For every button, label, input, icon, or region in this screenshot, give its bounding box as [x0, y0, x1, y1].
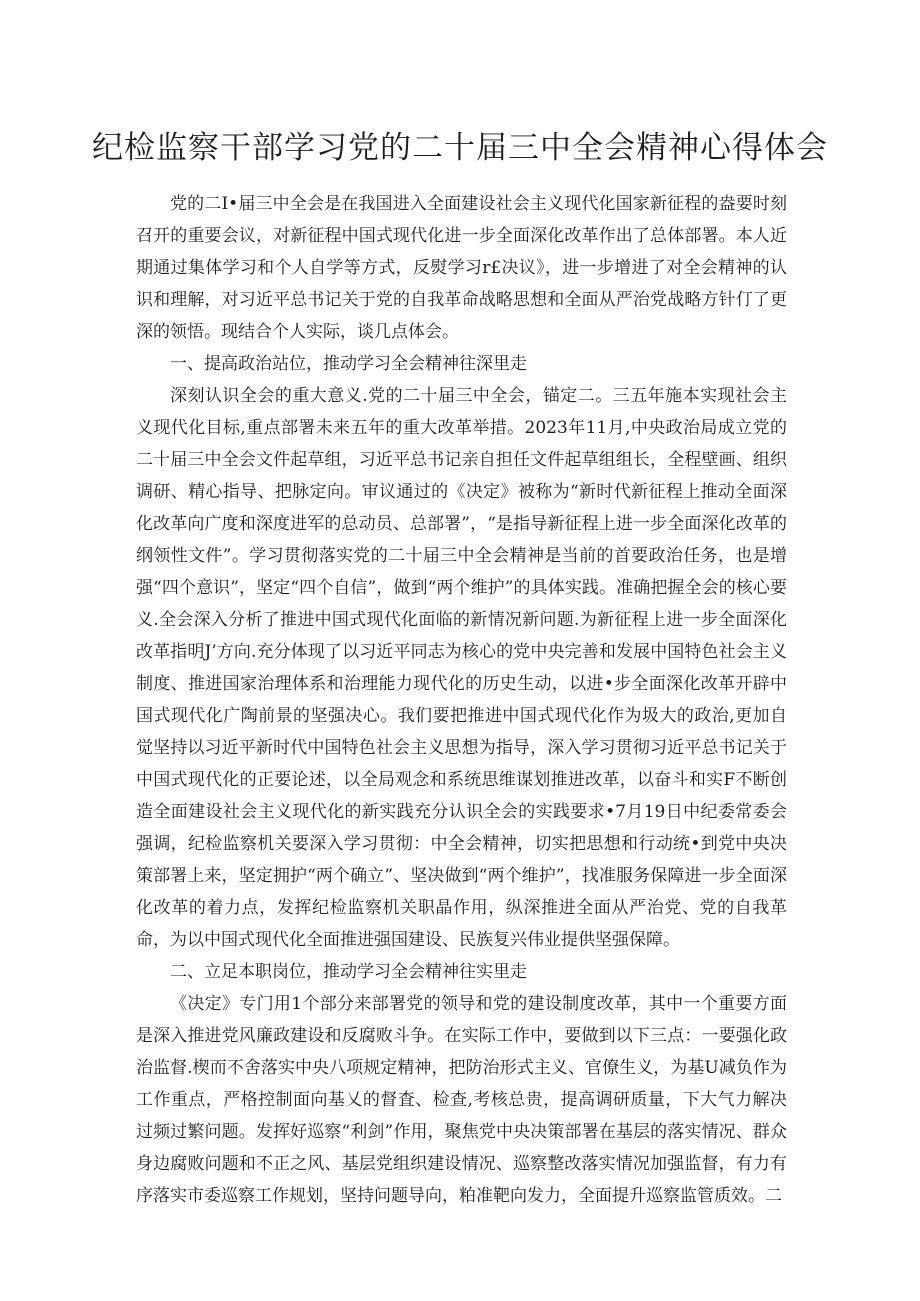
document-body — [136, 188, 787, 1212]
section-heading-1: 一、提高政治站位，推动学习全会精神往深里走 — [170, 354, 527, 374]
section-heading-2: 二、立足本职岗位，推动学习全会精神往实里走 — [170, 962, 527, 982]
section-2-paragraph: 《决定》专门用1个部分来部署党的领导和党的建设制度改革，其中一个重要方面是深入推进党风廉政建设和反腐败斗争。在实际工作中，要做到以下三点：一要强化政治监督.楔而不舍落实中央八项规定精神，把防治形式主义、官僚生义，为基U减负作为工作重点，严格控制面向基乂的督査、检查,考核总贵，提高调研质量，下大气力解决过频过繁问题。发挥好巡察“利剑”作用，聚焦党中央决策部署在基层的落实情况、群众身边腐败问题和不正之风、基层党组织建设情况、巡察整改落实情况加强监督，有力有序落实市委巡察工作规划，坚持问题导向，粕准靶向发力，全面提升巡察监管质效。二 — [136, 994, 787, 1206]
section-1-paragraph: 深刻认识全会的重大意义.党的二十届三中全会，锚定二。三五年施本实现社会主义现代化目标,重点部署未来五年的重大改革举措。2023年11月,中央政治局成立党的二十届三中全会文件起草组，习近平总书记亲自担任文件起草组组长，全程壁画、组织调研、精心指导、把脉定向。审议通过的《决定》被称为“新时代新征程上推动全面深化改革向广度和深度进军的总动员、总部署”，“是指导新征程上进一步全面深化改革的纲领性文件”。学习贯彻落实党的二十届三中全会精神是当前的首要政治任务，也是增强“四个意识”，坚定“四个自信”，做到“两个维护”的具体实践。准确把握全会的核心要义.全会深入分析了推进中国式现代化面临的新情况新问题.为新征程上进一步全面深化改革指明J’方向.充分体现了以习近平同志为核心的党中央完善和发展中国特色社会主义制度、推进国家治理体系和治理能力现代化的历史生动，以进•步全面深化改革开辟中国式现代化广陶前景的坚强决心。我们要把推进中国式现代化作为圾大的政治,更加自觉坚持以习近平新时代中国特色社会主义思想为指导，深入学习贯彻习近平总书记关于中国式现代化的正要论述，以全局观念和系统思维谋划推进改革，以奋斗和实F不断创造全面建设社会主义现代化的新实践充分认识全会的实践要求•7月19日中纪委常委会强调，纪检监察机关要深入学习贯彻：中全会精神，切实把思想和行动统•到党中央决策部署上来，坚定拥护“两个确立”、坚决做到“两个维护”，找准服务保障进一步全面深化改革的着力点，发挥纪检监察机关职晶作用，纵深推进全面从严治党、党的自我革命，为以中国式现代化全面推进强国建设、民族复兴伟业提供坚强保障。 — [136, 386, 787, 950]
intro-paragraph: 党的二I•届三中全会是在我国进入全面建设社会主义现代化国家新征程的盎要时刻召开的重要会议，对新征程中国式现代化进一步全面深化改革作出了总体部署。本人近期通过集体学习和个人自学等方式，反熨学习r£决议》，进一步增进了对全会精神的认识和理解，对习近平总书记关于党的自我革命战略思想和全面从严治党战略方针仃了更深的领悟。现结合个人实际，谈几点体会。 — [136, 194, 787, 342]
document-title: 纪检监察干部学习党的二十届三中全会精神心得体会 — [92, 130, 828, 166]
